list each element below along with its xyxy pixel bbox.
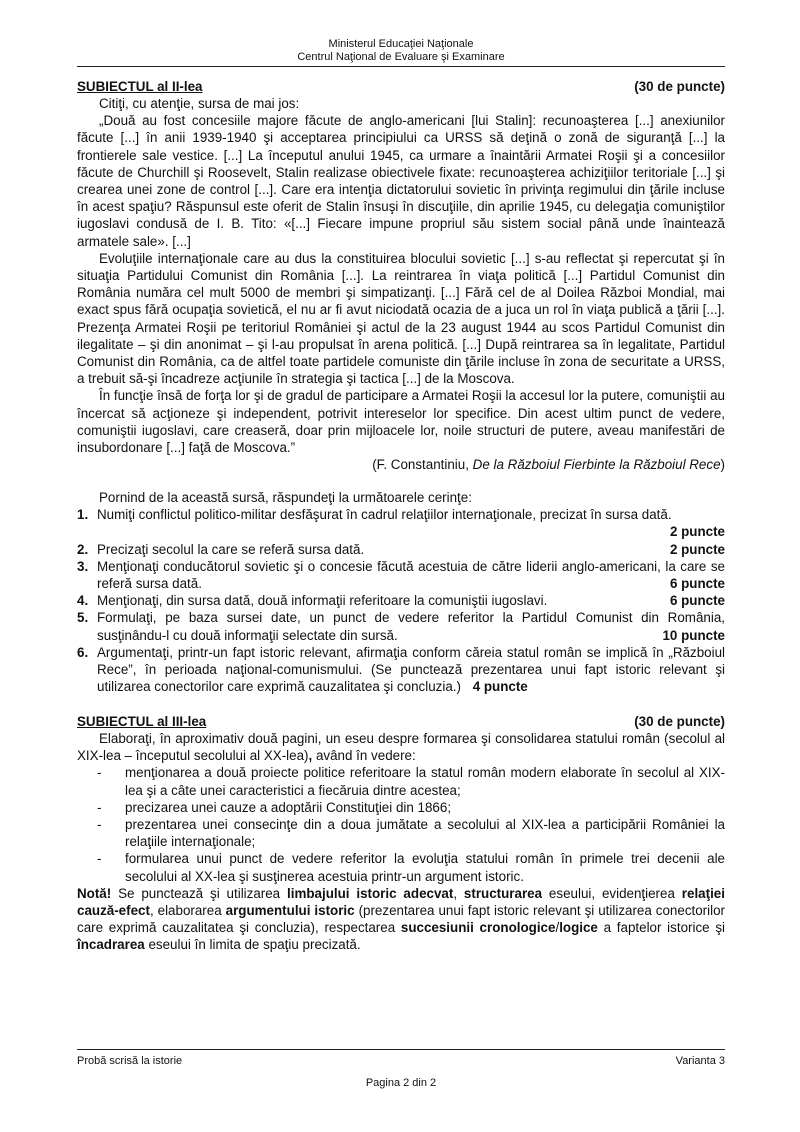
note-label: Notă! [77,885,112,901]
citation-title: De la Războiul Fierbinte la Războiul Rece [472,457,721,473]
question-number: 6. [77,644,89,660]
requirement-text: precizarea unei cauze a adoptării Constituţiei din 1866; [125,799,452,815]
dash-marker: - [97,765,102,781]
subject2-title: SUBIECTUL al II-lea [77,79,203,94]
requirement-text: prezentarea unei consecinţe din a doua jumătate a secolului al XIX-lea a participării României la relaţiile internaţionale; [125,817,725,850]
citation-author: (F. Constantiniu, [372,457,473,473]
note-bold: argumentului istoric [225,903,355,919]
page-number: Pagina 2 din 2 [365,1077,437,1089]
question-text: Precizaţi secolul la care se referă sursa dată. [97,541,365,557]
essay-requirement [77,799,725,816]
question-points: 2 puncte [669,524,725,540]
question-number: 5. [77,610,89,626]
essay-requirement [77,816,725,850]
note-bold: structurarea [463,885,543,901]
note-text: eseului, evidenţierea [542,885,682,901]
footer-exam-name: Probă scrisă la istorie [77,1055,183,1067]
requirement-text: formularea unui punct de vedere referitor la evoluţia statului român în primele trei decenii ale secolului al XX-lea şi susţinerea acestuia printr-un argument istoric. [125,851,725,884]
requirement-text: menţionarea a două proiecte politice referitoare la statul român modern elaborate în secolul al XIX-lea şi a câte unei caracteristici a fiecăruia dintre acestea; [125,765,725,798]
question-points: 6 puncte [669,593,725,609]
note-text: , elaborarea [149,903,226,919]
subject2-points: (30 de puncte) [634,79,725,94]
question-number: 3. [77,558,89,574]
questions-block [77,489,725,695]
dash-marker: - [97,817,102,833]
question-points: 2 puncte [669,541,725,557]
question-text: Argumentaţi, printr-un fapt istoric relevant, afirmaţia conform căreia statul român se implică în „Războiul Rece”, în perioada naţional-comunismului. (Se punctează prezentarea unui fapt istoric relevant şi utilizarea conectorilor care exprimă cauzalitatea şi concluzia.) [97,644,725,695]
essay-intro-comma: , [308,748,313,764]
page-header [77,38,725,64]
note-bold: relaţiei cauză-efect [77,885,725,919]
source-paragraph-2: Evoluţiile internaţionale care au dus la constituirea blocului sovietic [...] s-au reflectat şi repercutat şi în situaţia Partidului Comunist din România [...]. La reintrarea în viaţa politică [...] Partidul Comunist din România număra cel mult 5000 de membri şi simpatizanţi. [...] Fără cel de al Doilea Război Mondial, mai exact spus fără ocupaţia sovietică, el nu ar fi avut niciodată ocazia de a juca un rol în viaţa publică a ţării [...]. Prezenţa Armatei Roşii pe teritoriul României şi actul de la 23 august 1944 au scos Partidul Comunist din ilegalitate – şi din anonimat – şi l-au propulsat în arena politică. [...] După reintrarea sa în legalitate, Partidul Comunist din România, ca de altfel toate partidele comuniste din ţările incluse în zona de securitate a URSS, a trebuit să-şi încadreze acţiunile în strategia şi tactica [...] de la Moscova. [77,250,725,387]
question-item [77,609,725,643]
footer-divider [77,1049,725,1050]
dash-marker: - [97,799,102,815]
essay-intro-text: Elaboraţi, în aproximativ două pagini, un eseu despre formarea şi consolidarea statului român (secolul al XIX-lea – începutul secolului al XX-lea) [77,731,725,764]
ministry-name: Ministerul Educaţiei Naţionale [328,38,474,50]
question-text: Numiţi conflictul politico-militar desfăşurat în cadrul relaţiilor internaţionale, precizat în sursa dată. [97,507,672,523]
note-text: a faptelor istorice şi [597,920,725,936]
task-intro: Pornind de la această sursă, răspundeţi la următoarele cerinţe: [99,490,472,505]
question-text: Formulaţi, pe baza sursei date, un punct de vedere referitor la Partidul Comunist din România, susţinându-l cu două informaţii selectate din sursă. [97,610,725,643]
citation-close: ) [720,457,725,473]
source-paragraph-1: „Două au fost concesiile majore făcute de anglo-americani [lui Stalin]: recunoaşterea [...] anexiunilor făcute [...] în anii 1939-1940 şi acceptarea principiului ca URSS să deţină o zonă de siguranţă [...] la frontierele sale vestice. [...] La începutul anului 1945, ca urmare a înaintării Armatei Roşii şi a concesiilor făcute de Churchill şi Roosevelt, Stalin realizase obiectivele fixate: recunoaşterea achiziţiilor teritoriale [...] şi crearea unei zone de control [...]. Care era intenţia dictatorului sovietic în privinţa regimului din ţările incluse în acest spaţiu? Răspunsul este oferit de Stalin însuşi în discuţiile, din aprilie 1945, cu delegaţia comuniştilor iugoslavi condusă de I. B. Tito: «[...] Fiecare impune propriul său sistem social până unde înaintează armatele sale». [...] [77,113,725,249]
question-text: Menţionaţi conducătorul sovietic şi o concesie făcută acestuia de către liderii anglo-americani, la care se referă sursa dată. [97,558,725,592]
essay-intro [77,730,725,764]
question-item [77,644,725,696]
question-item [77,592,725,609]
essay-intro-end: având în vedere: [312,748,416,764]
source-text [77,95,725,473]
question-number: 1. [77,507,89,523]
footer-variant: Varianta 3 [675,1055,725,1067]
subject3-points: (30 de puncte) [634,714,725,729]
header-divider [77,66,725,67]
subject3-heading [77,713,725,730]
essay-requirement [77,850,725,884]
grading-note [77,885,725,954]
question-number: 2. [77,541,89,557]
note-bold: încadrarea [77,937,145,953]
page-footer [77,1053,725,1070]
note-bold: succesiunii cronologice [400,920,556,936]
note-bold: logice [559,920,598,936]
center-name: Centrul Naţional de Evaluare şi Examinare [297,51,505,63]
question-points: 6 puncte [669,576,725,592]
note-text: eseului în limita de spaţiu precizată. [144,937,361,953]
essay-requirement [77,764,725,798]
note-text: / [555,920,560,936]
question-item [77,558,725,592]
note-bold: limbajului istoric adecvat [287,885,454,901]
question-item [77,506,725,540]
source-citation [77,456,725,473]
subject3-title: SUBIECTUL al III-lea [77,714,207,729]
question-points: 10 puncte [662,627,725,643]
question-number: 4. [77,593,89,609]
note-text: , [453,885,464,901]
source-intro: Citiţi, cu atenţie, sursa de mai jos: [99,96,300,111]
dash-marker: - [97,851,102,867]
question-text: Menţionaţi, din sursa dată, două informaţii referitoare la comuniştii iugoslavi. [97,593,548,609]
essay-block [77,730,725,954]
source-paragraph-3: În funcţie însă de forţa lor şi de gradul de participare a Armatei Roşii la accesul lor la putere, comuniştii au încercat să acţioneze şi independent, potrivit intereselor lor specifice. Din acest ultim punct de vedere, comuniştii iugoslavi, care creaseră, doar prin mijloacele lor, noile structuri de putere, aveau manifestări de insubordonare [...] faţă de Moscova.” [77,388,725,456]
note-text: (prezentarea unui fapt istoric relevant şi utilizarea conectorilor care exprimă cauzalitatea şi concluzia), respectarea [77,903,726,936]
note-text: Se punctează şi utilizarea [111,885,288,901]
question-item [77,541,725,558]
subject2-heading [77,78,725,95]
question-points: 4 puncte [472,679,528,695]
